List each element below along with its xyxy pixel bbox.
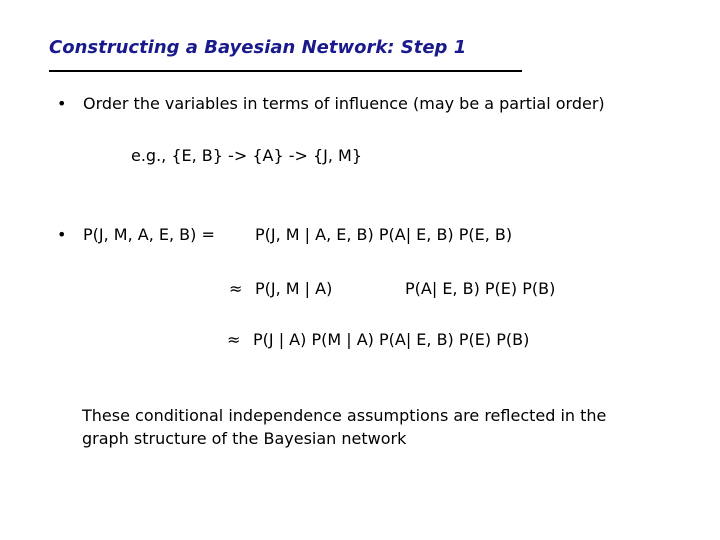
approx-1-part-a: P(J, M | A) [255, 279, 333, 298]
example-order: e.g., {E, B} -> {A} -> {J, M} [131, 146, 363, 165]
note-line-1: These conditional independence assumptions are reflected in the [82, 406, 607, 425]
approx-symbol: ≈ [229, 279, 243, 298]
bullet-1-text: Order the variables in terms of influence (may be a partial order) [83, 94, 605, 113]
title-underline [49, 70, 522, 72]
approx-1-part-b: P(A| E, B) P(E) P(B) [405, 279, 556, 298]
approx-2-factorization: P(J | A) P(M | A) P(A| E, B) P(E) P(B) [253, 330, 530, 349]
slide-title: Constructing a Bayesian Network: Step 1 [49, 37, 467, 58]
joint-lhs: P(J, M, A, E, B) = [83, 225, 215, 244]
bullet-icon: • [57, 225, 67, 244]
note-line-2: graph structure of the Bayesian network [82, 429, 407, 448]
approx-symbol: ≈ [227, 330, 241, 349]
chain-rule-expansion: P(J, M | A, E, B) P(A| E, B) P(E, B) [255, 225, 513, 244]
bullet-icon: • [57, 94, 67, 113]
